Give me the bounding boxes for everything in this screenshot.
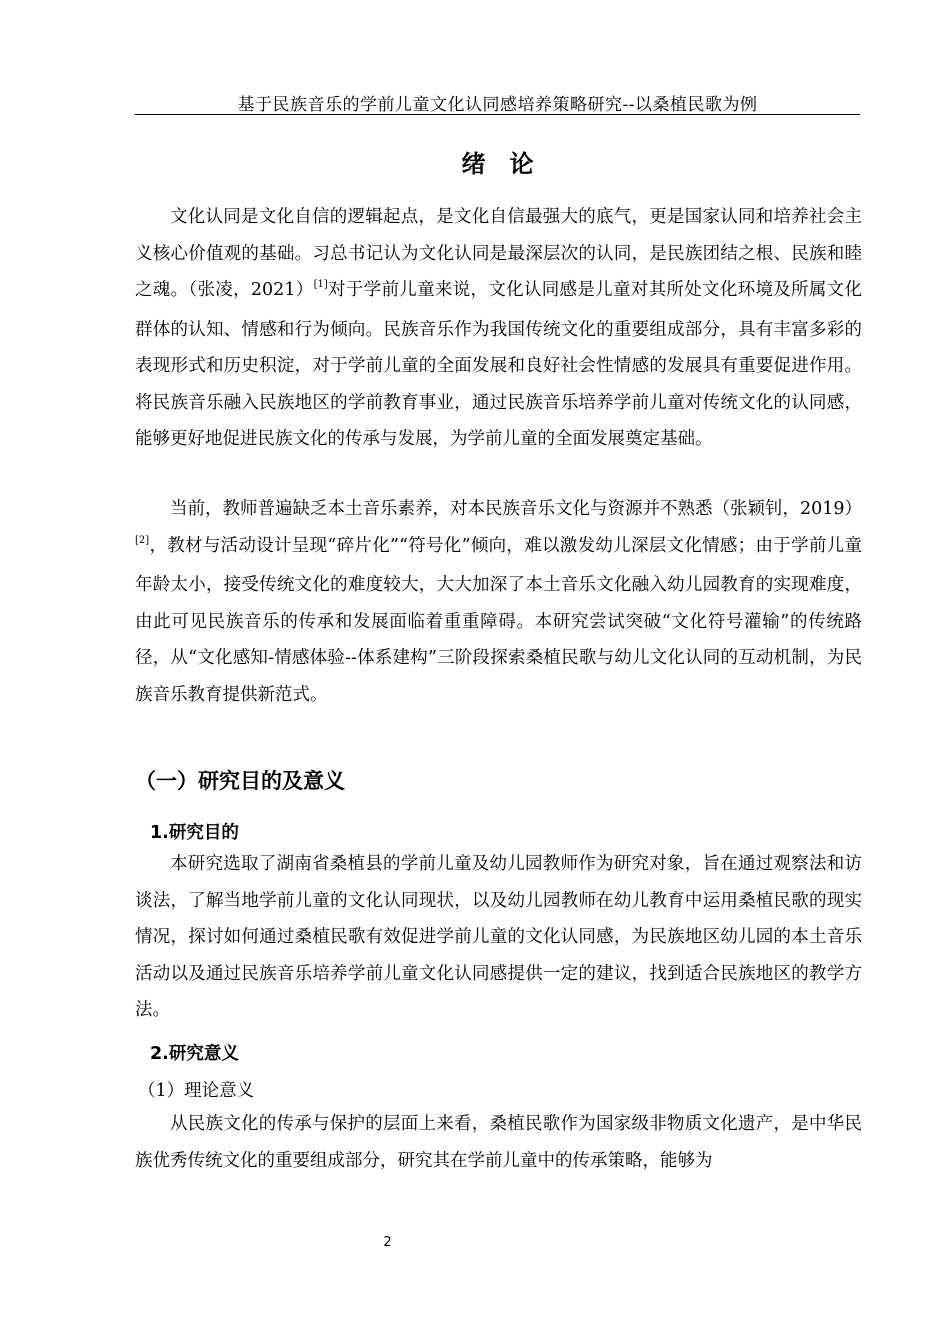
- subsection-heading-purpose: 1.研究目的: [150, 823, 239, 843]
- intro-paragraph-1: [135, 199, 862, 458]
- page-number: 2: [383, 1235, 392, 1250]
- theory-paragraph: 从民族文化的传承与保护的层面上来看，桑植民歌作为国家级非物质文化遗产，是中华民族优秀传统文化的重要组成部分，研究其在学前儿童中的传承策略，能够为: [135, 1114, 862, 1171]
- intro-paragraph-1-text-b: 对于学前儿童来说，文化认同感是儿童对其所处文化环境及所属文化群体的认知、情感和行为倾向。民族音乐作为我国传统文化的重要组成部分，具有丰富多彩的表现形式和历史积淀，对于学前儿童的全面发展和良好社会性情感的发展具有重要促进作用。将民族音乐融入民族地区的学前教育事业，通过民族音乐培养学前儿童对传统文化的认同感，能够更好地促进民族文化的传承与发展，为学前儿童的全面发展奠定基础。: [135, 280, 862, 449]
- citation-2: [2]: [135, 534, 150, 546]
- subsubsection-heading-theory: （1）理论意义: [138, 1081, 255, 1101]
- intro-paragraph-2-text-b: ，教材与活动设计呈现“碎片化”“符号化”倾向，难以激发幼儿深层文化情感；由于学前儿童年龄太小，接受传统文化的难度较大，大大加深了本土音乐文化融入幼儿园教育的实现难度，由此可见民族音乐的传承和发展面临着重重障碍。本研究尝试突破“文化符号灌输”的传统路径，从“文化感知-情感体验--体系建构”三阶段探索桑植民歌与幼儿文化认同的互动机制，为民族音乐教育提供新范式。: [135, 535, 862, 705]
- section-heading: （一）研究目的及意义: [135, 769, 345, 793]
- header-rule: [135, 114, 860, 115]
- intro-paragraph-1-text-a: 文化认同是文化自信的逻辑起点，是文化自信最强大的底气，更是国家认同和培养社会主义核心价值观的基础。习总书记认为文化认同是最深层次的认同，是民族团结之根、民族和睦之魂。（张凌，2021）: [135, 207, 862, 300]
- citation-1: [1]: [313, 279, 328, 290]
- purpose-paragraph: 本研究选取了湖南省桑植县的学前儿童及幼儿园教师作为研究对象，旨在通过观察法和访谈法，了解当地学前儿童的文化认同现状，以及幼儿园教师在幼儿教育中运用桑植民歌的现实情况，探讨如何通过桑植民歌有效促进学前儿童的文化认同感，为民族地区幼儿园的本土音乐活动以及通过民族音乐培养学前儿童文化认同感提供一定的建议，找到适合民族地区的教学方法。: [135, 854, 862, 1020]
- intro-paragraph-2: [135, 491, 862, 713]
- intro-paragraph-2-text-a: 当前，教师普遍缺乏本土音乐素养，对本民族音乐文化与资源并不熟悉（张颖钊，2019）: [170, 499, 863, 519]
- chapter-title: 绪 论: [461, 150, 534, 178]
- running-header: 基于民族音乐的学前儿童文化认同感培养策略研究--以桑植民歌为例: [237, 95, 758, 115]
- subsection-heading-significance: 2.研究意义: [150, 1044, 239, 1064]
